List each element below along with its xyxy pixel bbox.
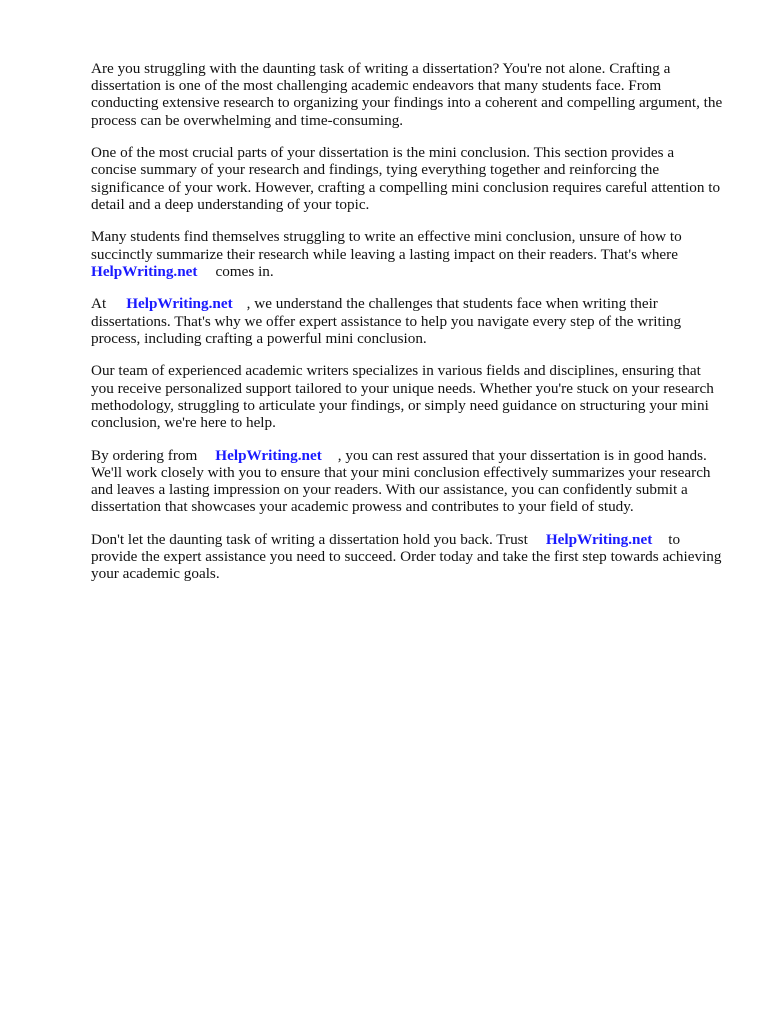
paragraph-text: Don't let the daunting task of writing a dissertation hold you back. Trust xyxy=(91,530,528,548)
helpwriting-link[interactable]: HelpWriting.net xyxy=(91,262,198,280)
paragraph-text: At xyxy=(91,295,107,313)
document-body xyxy=(91,60,723,598)
paragraph-ordering xyxy=(91,447,723,516)
paragraph-text: Many students find themselves struggling to write an effective mini conclusion, unsure of how to succinctly summarize their research while leaving a lasting impact on their readers. That's where xyxy=(91,228,682,263)
paragraph-intro: Are you struggling with the daunting task of writing a dissertation? You're not alone. Crafting a dissertation is one of the most challenging academic endeavors that many students face. From conducting extensive research to organizing your findings into a coherent and compelling argument, the process can be overwhelming and time-consuming. xyxy=(91,60,723,129)
paragraph-mini-conclusion: One of the most crucial parts of your dissertation is the mini conclusion. This section provides a concise summary of your research and findings, tying everything together and reinforcing the significance of your work. However, crafting a compelling mini conclusion requires careful attention to detail and a deep understanding of your topic. xyxy=(91,144,721,213)
paragraph-call-to-action xyxy=(91,531,723,583)
paragraph-at-helpwriting xyxy=(91,295,723,347)
paragraph-text: By ordering from xyxy=(91,446,198,464)
helpwriting-link[interactable]: HelpWriting.net xyxy=(215,446,322,464)
paragraph-students-struggle xyxy=(91,228,723,280)
paragraph-text: comes in. xyxy=(215,262,274,280)
paragraph-text: , we understand the challenges that students face when writing their dissertations. That's why we offer expert assistance to help you navigate every step of the writing process, including crafting a powerful mini conclusion. xyxy=(91,295,682,347)
helpwriting-link[interactable]: HelpWriting.net xyxy=(126,295,233,313)
paragraph-text: , you can rest assured that your dissertation is in good hands. We'll work closely with you to ensure that your mini conclusion effectively summarizes your research and leaves a lasting impression on your readers. With our assistance, you can confidently submit a dissertation that showcases your academic prowess and contributes to your field of study. xyxy=(91,446,711,516)
helpwriting-link[interactable]: HelpWriting.net xyxy=(545,530,653,548)
paragraph-team: Our team of experienced academic writers specializes in various fields and disciplines, ensuring that you receive personalized support tailored to your unique needs. Whether you're stuck on your research methodology, struggling to articulate your findings, or simply need guidance on structuring your mini conclusion, we're here to help. xyxy=(91,362,714,432)
paragraph-text: to provide the expert assistance you need to succeed. Order today and take the first step towards achieving your academic goals. xyxy=(91,530,722,583)
